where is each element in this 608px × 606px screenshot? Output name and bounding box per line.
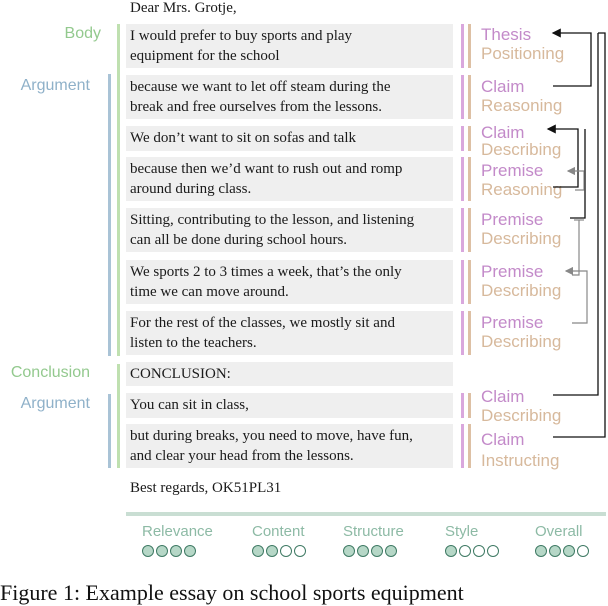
label-conclusion: Conclusion [10, 364, 90, 381]
score-dot [535, 545, 547, 557]
segment-line: can all be done during school hours. [130, 232, 348, 248]
score-dot [487, 545, 499, 557]
score-dot [184, 545, 196, 557]
score-label: Style [445, 523, 479, 540]
tag-type: Thesis [481, 25, 532, 44]
score-dot [473, 545, 485, 557]
segment-line: and clear your head from the lessons. [130, 448, 354, 464]
score-label: Structure [343, 523, 404, 540]
segment-line: CONCLUSION: [130, 366, 231, 382]
score-dots [252, 545, 306, 557]
score-dot [294, 545, 306, 557]
support-arrows-black [548, 33, 605, 437]
score-dots [343, 545, 397, 557]
segment-line: I would prefer to buy sports and play [130, 28, 353, 44]
segment-line: because we want to let off steam during the [130, 79, 391, 95]
score-dot [563, 545, 575, 557]
score-dot [357, 545, 369, 557]
score-dot [549, 545, 561, 557]
label-argument-2: Argument [20, 395, 90, 412]
tag-type: Premise [481, 210, 544, 229]
score-dot [156, 545, 168, 557]
arrow-premise5-to-premise4 [566, 271, 587, 323]
score-dot [142, 545, 154, 557]
segment-line: around during class. [130, 181, 252, 197]
score-dot [459, 545, 471, 557]
score-dot [445, 545, 457, 557]
score-dot [266, 545, 278, 557]
tag-type: Premise [481, 262, 544, 281]
arrow-premise4-to-claim2 [572, 220, 579, 275]
support-arrows-gray [566, 171, 587, 323]
label-argument-1: Argument [20, 77, 90, 94]
tag-function: Describing [481, 281, 562, 300]
segment-line: because then we’d want to rush out and romp [130, 161, 403, 177]
segment-line: but during breaks, you need to move, have fun, [130, 428, 413, 444]
arrow-premise2-to-claim2 [548, 129, 578, 187]
score-dots [535, 545, 589, 557]
score-divider [126, 512, 606, 516]
score-dot [385, 545, 397, 557]
tag-function: Describing [481, 229, 562, 248]
segment-line: Sitting, contributing to the lesson, and listening [130, 212, 415, 228]
tag-function: Describing [481, 140, 562, 159]
tag-function: Reasoning [481, 180, 563, 199]
score-dot [371, 545, 383, 557]
tag-type: Premise [481, 161, 544, 180]
segment-line: listen to the teachers. [130, 335, 257, 351]
score-dot [280, 545, 292, 557]
letter-closing: Best regards, OK51PL31 [130, 480, 282, 496]
segment-line: equipment for the school [130, 48, 280, 64]
tag-function: Describing [481, 332, 562, 351]
tag-type: Claim [481, 430, 525, 449]
tag-function: Describing [481, 406, 562, 425]
score-label: Overall [535, 523, 583, 540]
letter-greeting: Dear Mrs. Grotje, [130, 0, 237, 16]
tag-type: Premise [481, 313, 544, 332]
tag-type: Claim [481, 387, 525, 406]
figure-caption: Figure 1: Example essay on school sports equipment [0, 580, 464, 605]
segment-line: You can sit in class, [130, 397, 249, 413]
tag-function: Reasoning [481, 96, 563, 115]
score-label: Relevance [142, 523, 213, 540]
segment-line: break and free ourselves from the lessons. [130, 99, 382, 115]
score-dots [142, 545, 196, 557]
score-dot [343, 545, 355, 557]
arrow-claim1-to-thesis [553, 33, 591, 86]
score-dots [445, 545, 499, 557]
score-dot [170, 545, 182, 557]
arrow-claim3-to-thesis [553, 33, 598, 395]
score-dot [577, 545, 589, 557]
tag-function: Positioning [481, 44, 565, 63]
segment-line: For the rest of the classes, we mostly sit and [130, 315, 395, 331]
segment-line: We sports 2 to 3 times a week, that’s the only [130, 264, 402, 280]
tag-type: Claim [481, 77, 525, 96]
segment-line: We don’t want to sit on sofas and talk [130, 130, 356, 146]
label-body: Body [64, 25, 101, 42]
score-label: Content [252, 523, 305, 540]
segment-line: time we can move around. [130, 284, 289, 300]
tag-type: Claim [481, 123, 525, 142]
score-dot [252, 545, 264, 557]
tag-function: Instructing [481, 451, 560, 470]
